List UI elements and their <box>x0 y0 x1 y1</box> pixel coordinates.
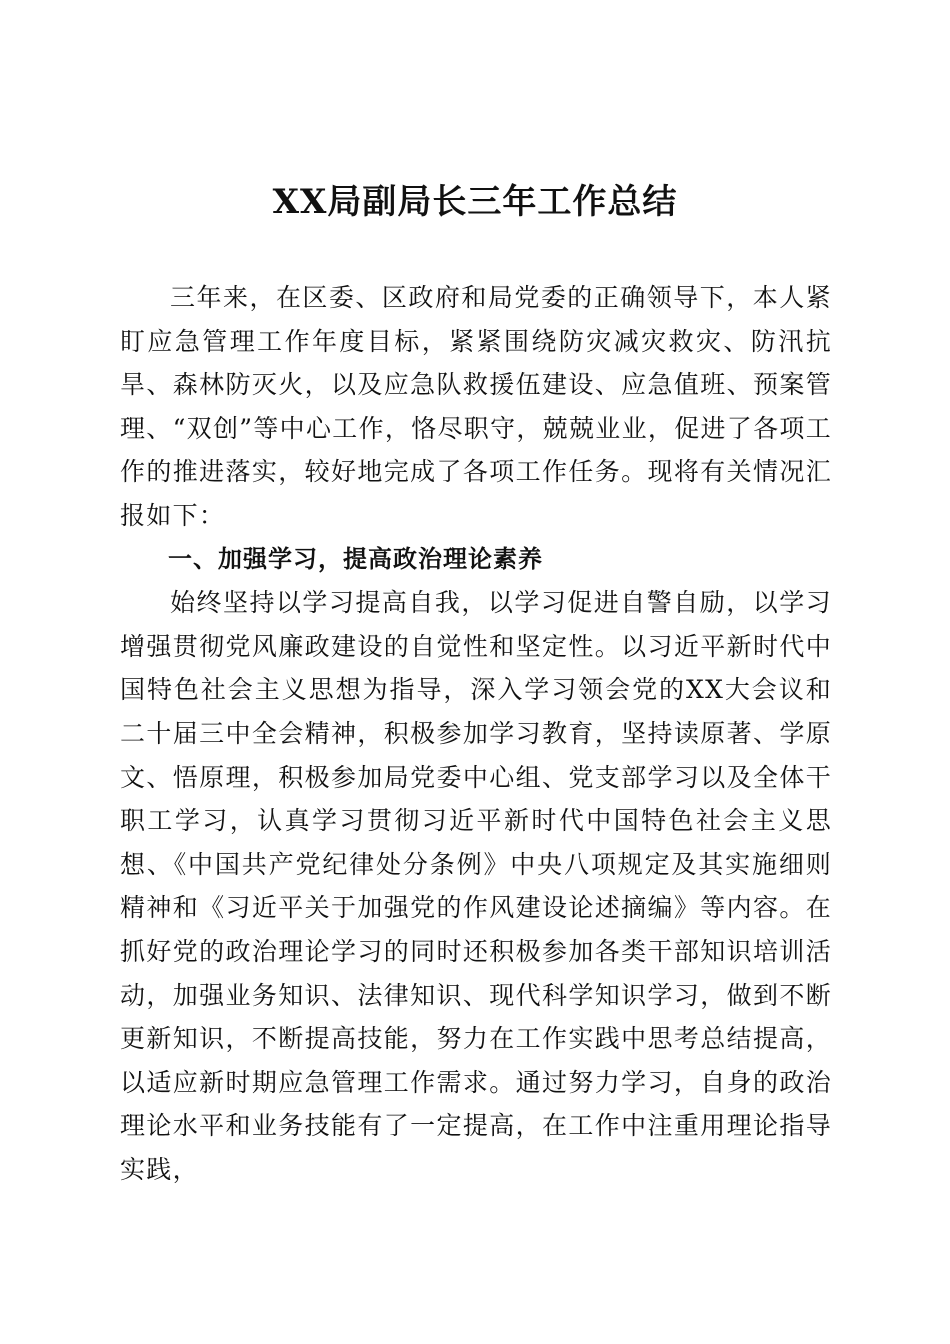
document-title: XX局副局长三年工作总结 <box>272 182 678 222</box>
section-heading-1: 一、加强学习，提高政治理论素养 <box>168 544 543 573</box>
document-body <box>120 276 832 1191</box>
section-1-paragraph: 始终坚持以学习提高自我，以学习促进自警自励，以学习增强贯彻党风廉政建设的自觉性和坚定性。以习近平新时代中国特色社会主义思想为指导，深入学习领会党的XX大会议和二十届三中全会精神，积极参加学习教育，坚持读原著、学原文、悟原理，积极参加局党委中心组、党支部学习以及全体干职工学习，认真学习贯彻习近平新时代中国特色社会主义思想、《中国共产党纪律处分条例》中央八项规定及其实施细则精神和《习近平关于加强党的作风建设论述摘编》等内容。在抓好党的政治理论学习的同时还积极参加各类干部知识培训活动，加强业务知识、法律知识、现代科学知识学习，做到不断更新知识，不断提高技能，努力在工作实践中思考总结提高，以适应新时期应急管理工作需求。通过努力学习，自身的政治理论水平和业务技能有了一定提高，在工作中注重用理论指导实践， <box>120 588 832 1184</box>
intro-paragraph: 三年来，在区委、区政府和局党委的正确领导下，本人紧盯应急管理工作年度目标，紧紧围绕防灾减灾救灾、防汛抗旱、森林防灭火，以及应急队救援伍建设、应急值班、预案管理、“双创”等中心工作，恪尽职守，兢兢业业，促进了各项工作的推进落实，较好地完成了各项工作任务。现将有关情况汇报如下： <box>120 283 832 530</box>
